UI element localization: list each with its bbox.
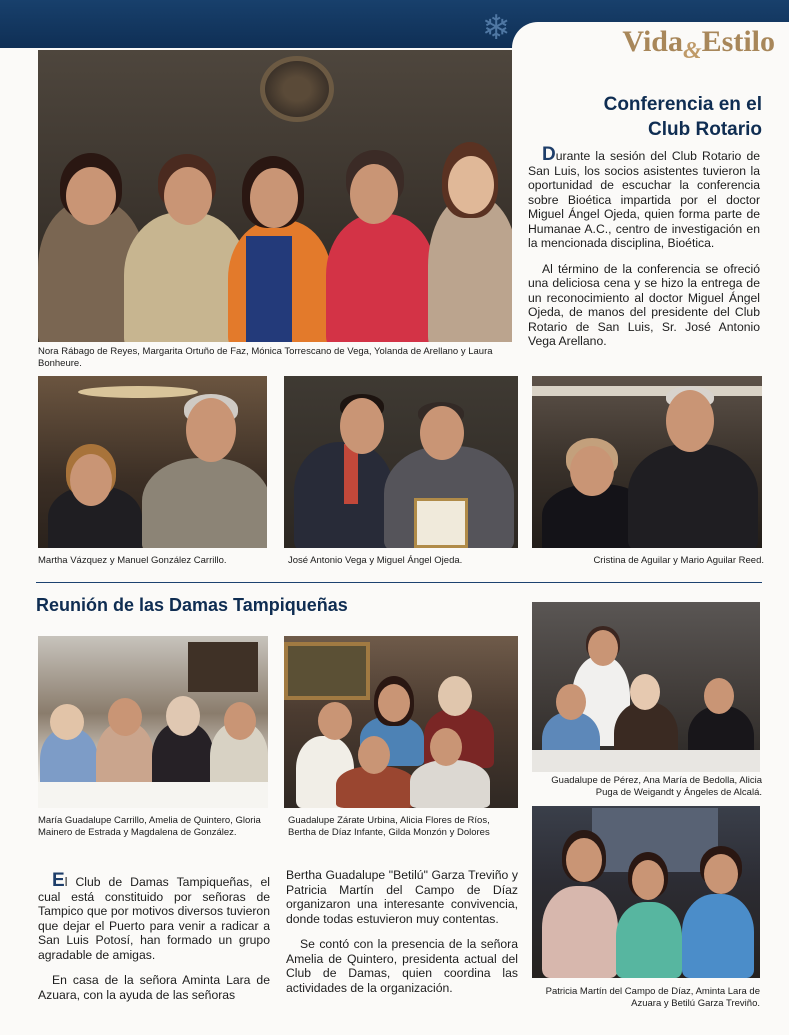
section-title: Vida$_{\&}$Estilo — [622, 25, 775, 64]
caption-photo-4: Cristina de Aguilar y Mario Aguilar Reed. — [593, 555, 764, 566]
caption-main-photo: Nora Rábago de Reyes, Margarita Ortuño de Faz, Mónica Torrescano de Vega, Yolanda de Arellano y Laura Bonheure. — [38, 346, 493, 369]
article-body-damas-col1: El Club de Damas Tampiqueñas, el cual está constituido por señoras de Tampico que por motivos diversos tuvieron que dejar el Puerto para venir a radicar a San Luis Potosí, han formado un grupo agradable de amigas. En casa de la señora Aminta Lara de Azuara, con la ayuda de las señoras — [38, 870, 270, 1002]
article-body-conferencia: Durante la sesión del Club Rotario de San Luis, los socios asistentes tuvieron la oportunidad de escuchar la conferencia sobre Bioética impartida por el doctor Miguel Ángel Ojeda, quien forma parte de Humanae A.C., centro de investigación en la mencionada disciplina, Bioética. Al término de la conferencia se ofreció una deliciosa cena y se hizo la entrega de un reconocimiento al doctor Miguel Ángel Ojeda, de manos del presidente del Club Rotario de San Luis, Sr. José Antonio Vega Arellano. — [528, 144, 760, 348]
photo-damas-4 — [532, 806, 760, 978]
photo-damas-3 — [532, 602, 760, 772]
photo-martha-manuel — [38, 376, 267, 548]
caption-damas-photo-1: María Guadalupe Carrillo, Amelia de Quintero, Gloria Mainero de Estrada y Magdalena de González. — [38, 815, 261, 838]
photo-damas-2 — [284, 636, 518, 808]
photo-group-five-women — [38, 50, 512, 342]
caption-photo-3: José Antonio Vega y Miguel Ángel Ojeda. — [288, 555, 463, 566]
photo-vega-ojeda — [284, 376, 518, 548]
snowflake-icon: ❄ — [481, 8, 511, 48]
section-divider — [36, 582, 762, 583]
article-headline-conferencia: Conferencia en el Club Rotario — [603, 94, 762, 140]
certificate — [414, 498, 468, 548]
caption-damas-photo-4: Patricia Martín del Campo de Díaz, Aminta Lara de Azuara y Betilú Garza Treviño. — [545, 986, 760, 1009]
caption-damas-photo-3: Guadalupe de Pérez, Ana María de Bedolla, Alicia Puga de Weigandt y Ángeles de Alcalá. — [551, 775, 762, 798]
photo-damas-1 — [38, 636, 268, 808]
photo-aguilar — [532, 376, 762, 548]
caption-damas-photo-2: Guadalupe Zárate Urbina, Alicia Flores de Ríos, Bertha de Díaz Infante, Gilda Monzón y Dolores — [288, 815, 490, 838]
rotary-emblem — [260, 56, 334, 122]
article-headline-damas: Reunión de las Damas Tampiqueñas — [36, 595, 348, 615]
caption-photo-2: Martha Vázquez y Manuel González Carrillo. — [38, 555, 227, 566]
article-body-damas-col2: Bertha Guadalupe "Betilú" Garza Treviño y Patricia Martín del Campo de Díaz organizaron una interesante convivencia, donde todas estuvieron muy contentas. Se contó con la presencia de la señora Amelia de Quintero, presidenta actual del Club de Damas, quien coordina las actividades de la organización. — [286, 868, 518, 995]
